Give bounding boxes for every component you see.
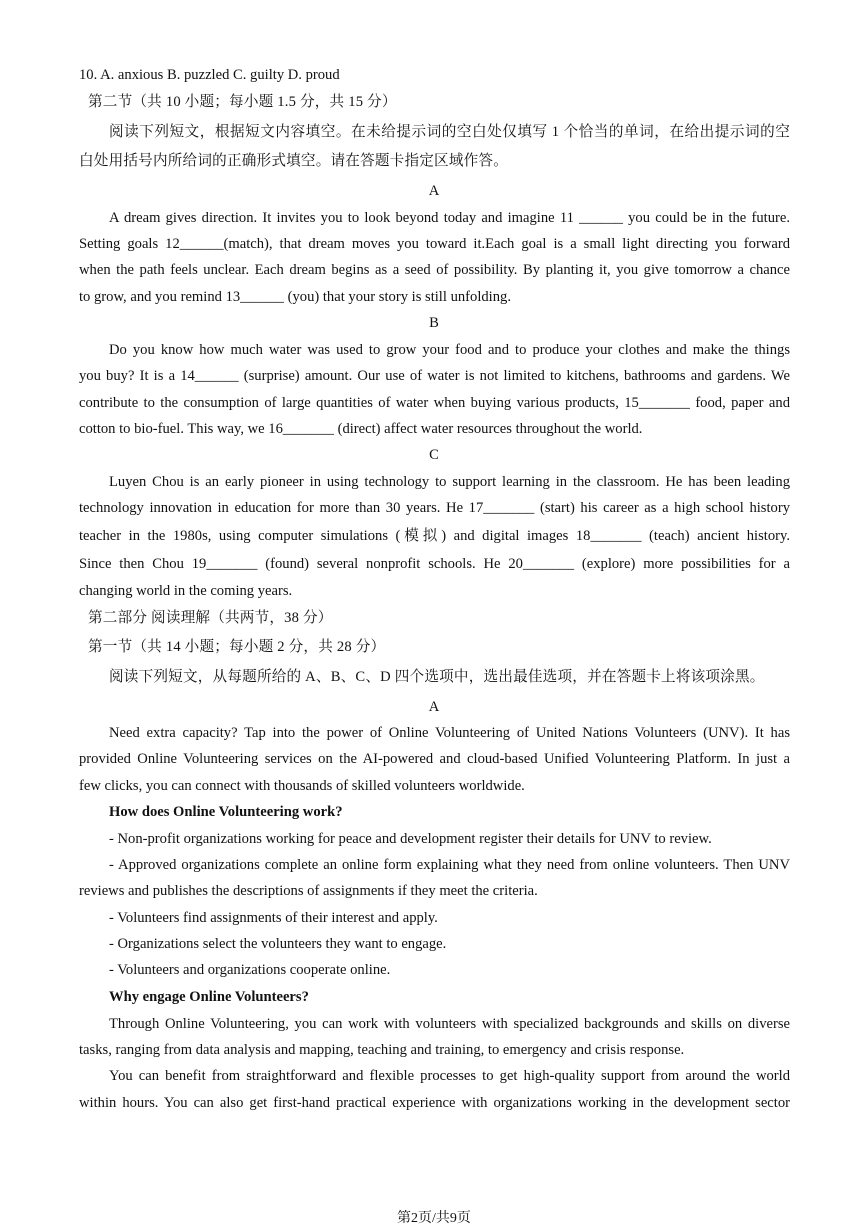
section1-instruction: 阅读下列短文，从每题所给的 A、B、C、D 四个选项中，选出最佳选项，并在答题卡上将该项涂黑。 <box>109 669 765 685</box>
passage-B-line1: Do you know how much water was used to grow your food and to produce your clothes and make the things <box>109 342 790 358</box>
section2-instruction-line2: 白处用括号内所给词的正确形式填空。请在答题卡指定区域作答。 <box>79 153 509 169</box>
passage-A-line4: to grow, and you remind 13______ (you) that your story is still unfolding. <box>79 289 511 305</box>
section1-heading: 第一节（共 14 小题；每小题 2 分，共 28 分） <box>88 639 386 655</box>
passage-C-line4: Since then Chou 19_______ (found) several nonprofit schools. He 20_______ (explore) more possibilities for a <box>79 556 790 572</box>
reading-A-para1-line1: Through Online Volunteering, you can work with volunteers with specialized backgrounds and skills on diverse <box>109 1016 790 1032</box>
reading-A-line2: provided Online Volunteering services on the AI-powered and cloud-based Unified Volunteering Platform. In just a <box>79 751 790 767</box>
passage-A-line2: Setting goals 12______(match), that dream moves you toward it.Each goal is a small light directing you forward <box>79 236 790 252</box>
section2-heading: 第二节（共 10 小题；每小题 1.5 分，共 15 分） <box>88 94 397 110</box>
bullet-volunteers-apply: - Volunteers find assignments of their interest and apply. <box>109 910 438 926</box>
reading-A-para2-line1: You can benefit from straightforward and flexible processes to get high-quality support from around the world <box>109 1068 790 1084</box>
reading-A-line3: few clicks, you can connect with thousands of skilled volunteers worldwide. <box>79 778 525 794</box>
bullet-cooperate-online: - Volunteers and organizations cooperate online. <box>109 962 391 978</box>
bullet-approved-line1: - Approved organizations complete an online form explaining what they need from online volunteers. Then UNV <box>109 857 790 873</box>
passage-C-label: C <box>429 447 439 463</box>
reading-A-label: A <box>428 699 440 715</box>
reading-A-para2-line2: within hours. You can also get first-hand practical experience with organizations working in the development sector <box>79 1095 790 1111</box>
reading-A-subheading2: Why engage Online Volunteers? <box>109 989 309 1005</box>
bullet-organizations-select: - Organizations select the volunteers they want to engage. <box>109 936 447 952</box>
passage-C-line5: changing world in the coming years. <box>79 583 293 599</box>
passage-A-line3: when the path feels unclear. Each dream begins as a seed of possibility. By planting it, you give tomorrow a chance <box>79 262 790 278</box>
question-10-options: 10. A. anxious B. puzzled C. guilty D. proud <box>79 67 340 83</box>
passage-B-line4: cotton to bio-fuel. This way, we 16_______ (direct) affect water resources throughout the world. <box>79 421 643 437</box>
passage-C-line1: Luyen Chou is an early pioneer in using technology to support learning in the classroom. He has been leading <box>109 474 790 490</box>
section2-instruction-line1: 阅读下列短文，根据短文内容填空。在未给提示词的空白处仅填写 1 个恰当的单词，在给出提示词的空 <box>109 124 790 140</box>
passage-C-line3: teacher in the 1980s, using computer simulations (模拟) and digital images 18_______ (teach) ancient history. <box>79 528 790 544</box>
passage-B-line2: you buy? It is a 14______ (surprise) amount. Our use of water is not limited to kitchens, bathrooms and gardens. We <box>79 368 790 384</box>
passage-A-label: A <box>428 183 440 199</box>
part2-heading: 第二部分 阅读理解（共两节，38 分） <box>88 610 333 626</box>
passage-A-line1: A dream gives direction. It invites you to look beyond today and imagine 11 ______ you could be in the future. <box>109 210 790 226</box>
reading-A-para1-line2: tasks, ranging from data analysis and mapping, teaching and training, to emergency and crisis response. <box>79 1042 685 1058</box>
reading-A-line1: Need extra capacity? Tap into the power of Online Volunteering of United Nations Volunteers (UNV). It has <box>109 725 790 741</box>
bullet-register: - Non-profit organizations working for peace and development register their details for UNV to review. <box>109 831 712 847</box>
passage-C-line2: technology innovation in education for more than 30 years. He 17_______ (start) his career as a high school history <box>79 500 790 516</box>
bullet-approved-line2: reviews and publishes the descriptions of assignments if they meet the criteria. <box>79 883 538 899</box>
passage-B-label: B <box>429 315 439 331</box>
passage-B-line3: contribute to the consumption of large quantities of water when buying various products, 15_______ food, paper and <box>79 395 790 411</box>
page-number-footer: 第2页/共9页 <box>397 1211 471 1226</box>
reading-A-subheading1: How does Online Volunteering work? <box>109 804 343 820</box>
